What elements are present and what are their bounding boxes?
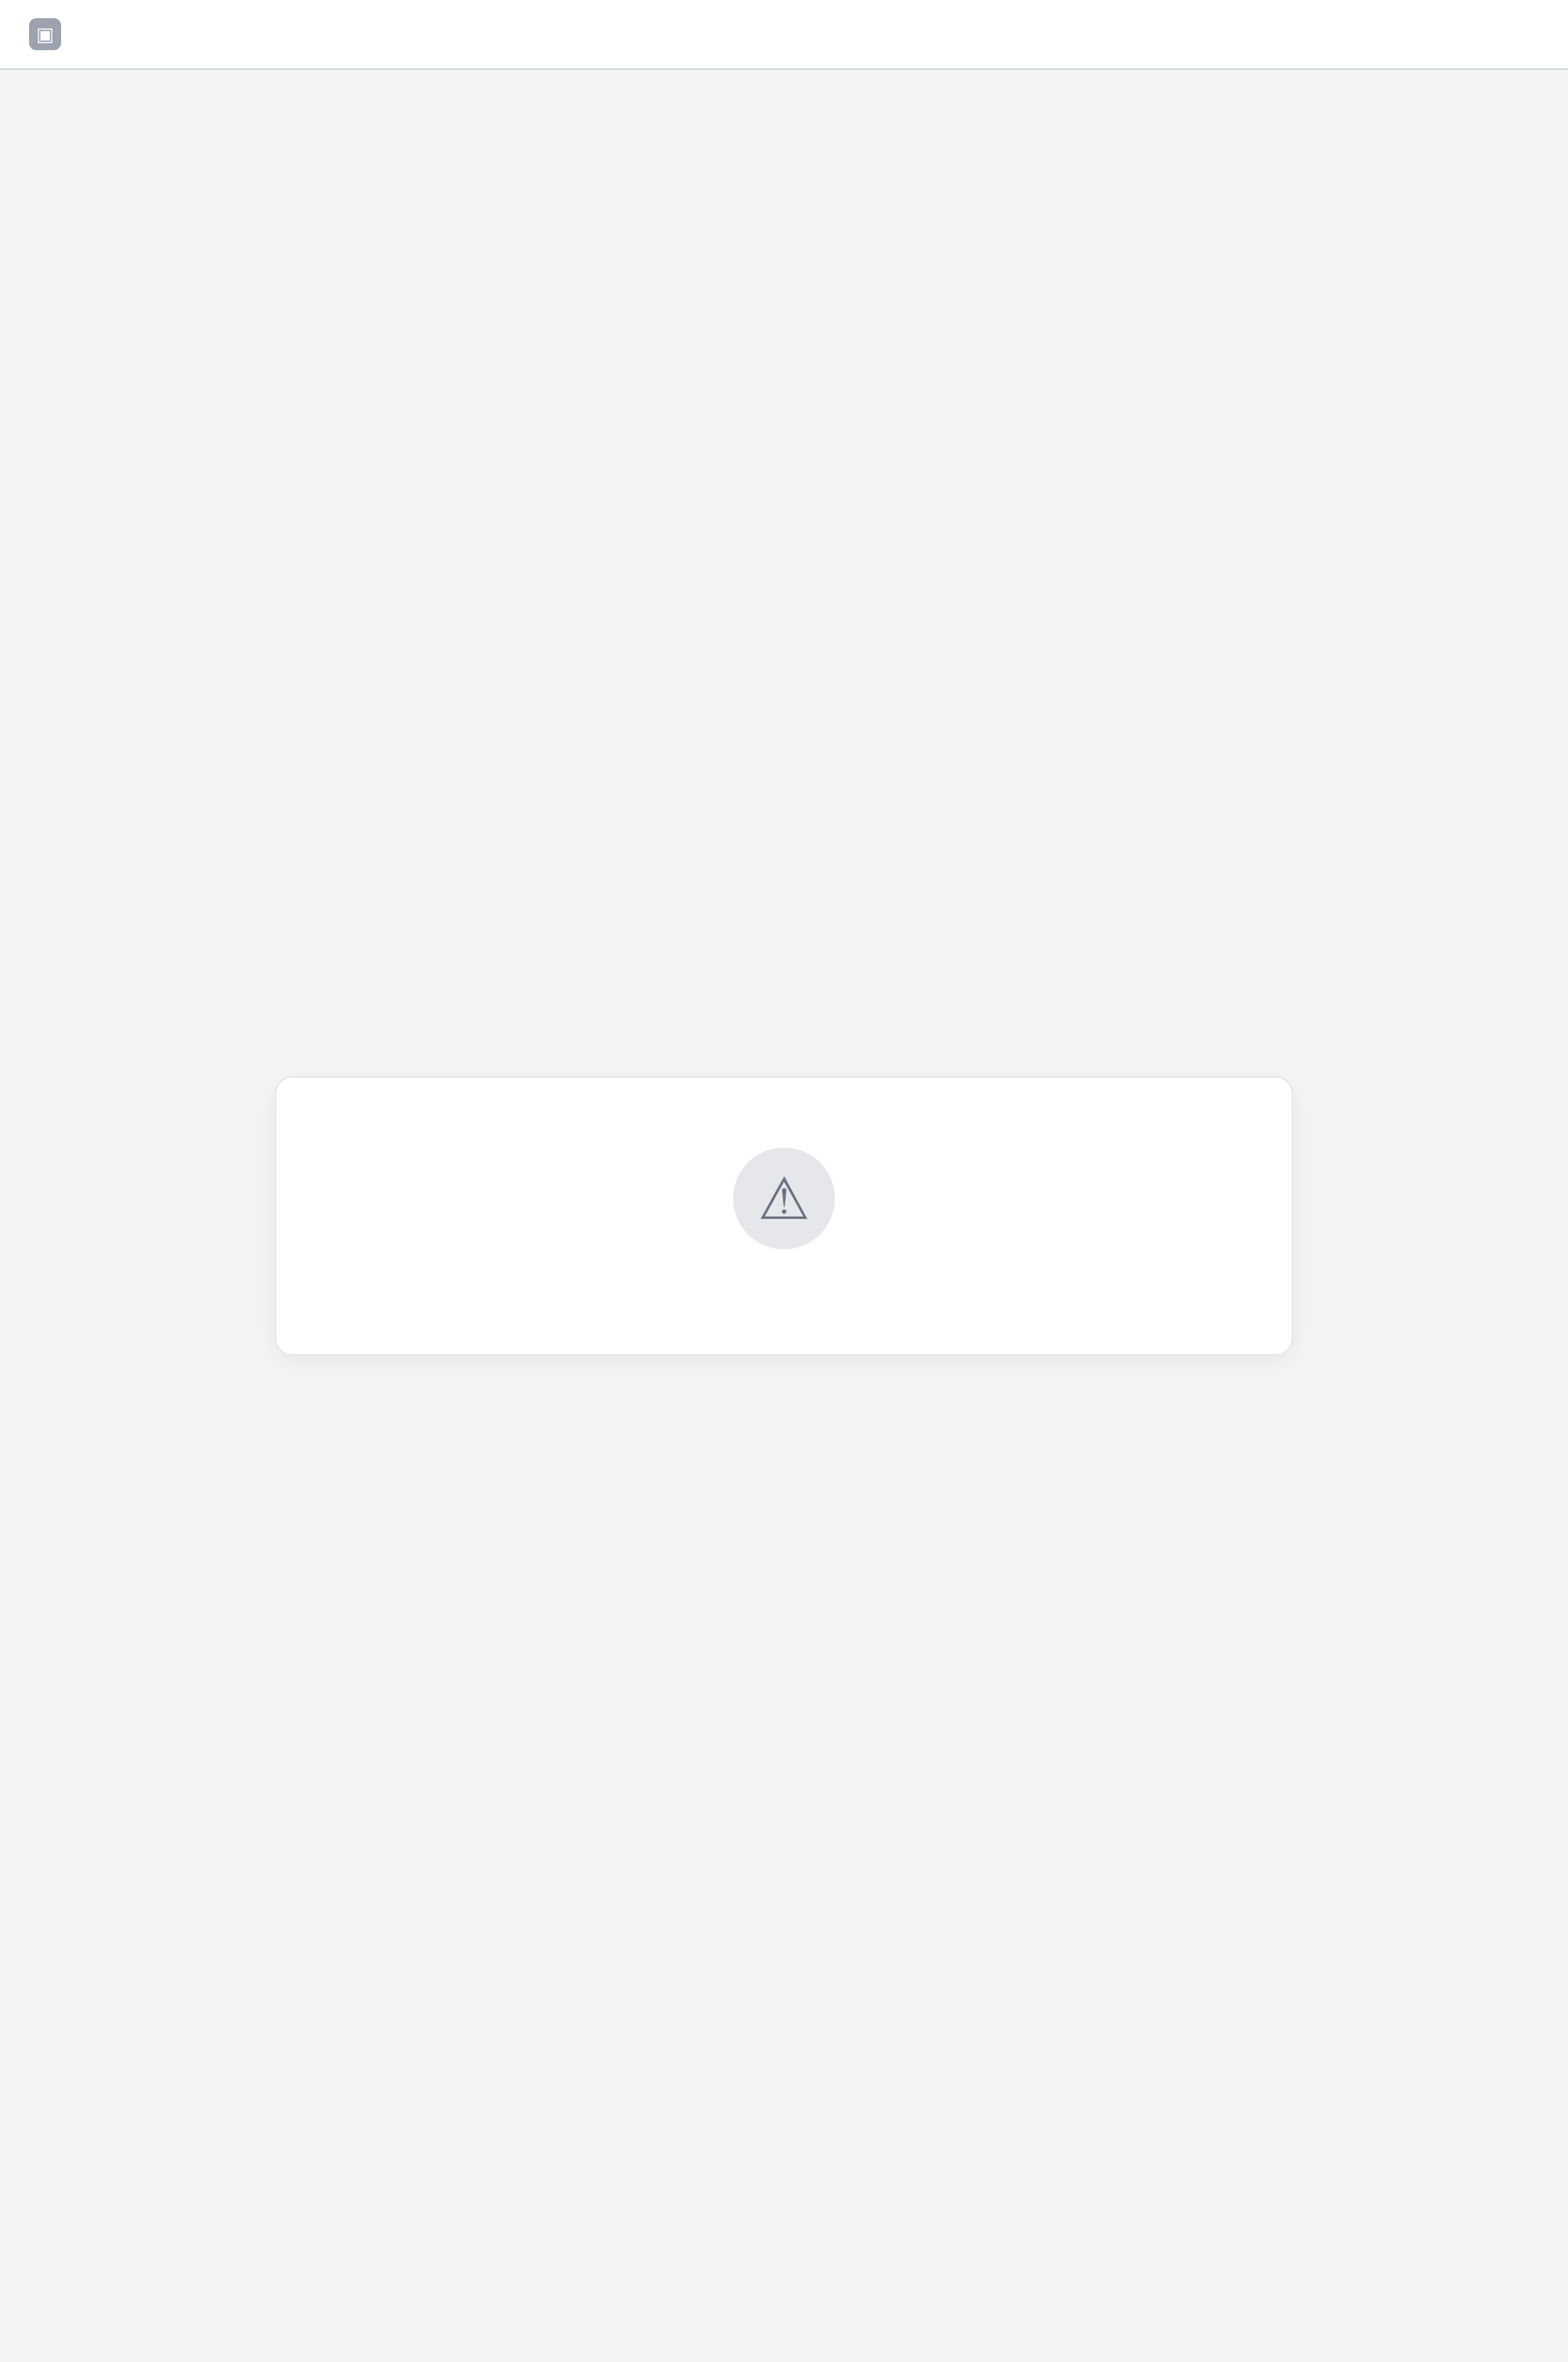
notice-card: [275, 1076, 1293, 1356]
main-content: [0, 70, 1568, 2362]
image-missing-icon: ⚠: [733, 1148, 835, 1249]
title-bar: [0, 0, 1568, 70]
app-icon: ▣: [29, 18, 61, 50]
